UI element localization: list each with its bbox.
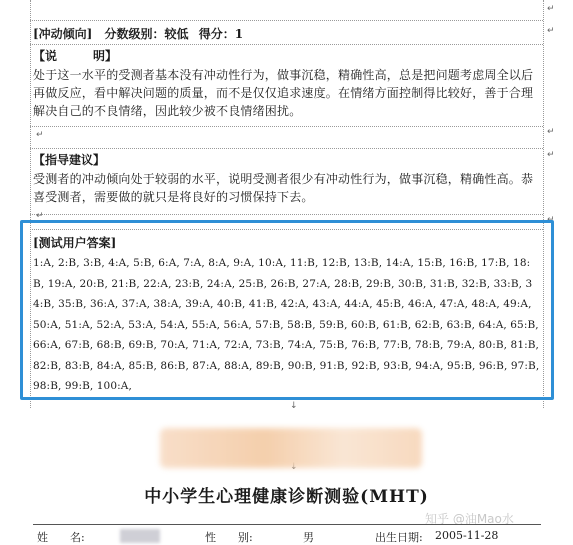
explanation-text: 处于这一水平的受测者基本没有冲动性行为，做事沉稳，精确性高，总是把问题考虑周全以后再做反应，看中解决问题的质量，而不是仅仅追求速度。在情绪方面控制得比较好，善于合理解决自己的不良情绪，因此较少被不良情绪困扰。 [33,68,534,118]
explanation-heading: 【说 明】 [33,49,118,63]
name-label: 姓 名: [37,531,85,544]
row-divider [30,20,543,21]
gender-value: 男 [303,531,314,544]
gender-label: 性 别: [205,531,253,544]
advice-heading: 【指导建议】 [33,153,106,167]
paragraph-mark-icon: ↵ [36,130,44,140]
row-divider [30,214,543,215]
paragraph-mark-icon: ↵ [36,211,44,221]
answers-text: 1:A, 2:B, 3:B, 4:A, 5:B, 6:A, 7:A, 8:A, 9:A, 10:A, 11:B, 12:B, 13:B, 14:A, 15:B, 16:B, 17:B, 18:B, 19:A, 20:B, 21:B, 22:A, 23:B, 24:A, 25:B, 26:B, 27:A, 28:B, 29:B, 30:B, 31:B, 32:B, 33:B, 34:B, 35:B, 36:A, 37:A, 38:A, 39:A, 40:B, 41:B, 42:A, 43:A, 44:A, 45:B, 46:A, 47:A, 48:A, 49:A, 50:A, 51:A, 52:A, 53:A, 54:A, 55:A, 56:A, 57:B, 58:B, 59:B, 60:B, 61:B, 62:B, 63:B, 64:A, 65:B, 66:A, 67:B, 68:B, 69:B, 70:A, 71:A, 72:A, 73:B, 74:A, 75:B, 76:B, 77:B, 78:B, 79:A, 80:B, 81:B, 82:B, 83:B, 84:A, 85:B, 86:B, 87:A, 88:A, 89:B, 90:B, 91:B, 92:B, 93:B, 94:A, 95:B, 96:B, 97:B, 98:B, 99:B, 100:A, [33,257,540,392]
row-divider [30,148,543,149]
paragraph-mark-icon: ↵ [547,215,555,225]
answers-heading: [测试用户答案] [33,236,117,250]
paragraph-mark-icon: ↓ [290,401,298,411]
blurred-logo [160,428,422,468]
impulse-points: 得分：1 [198,27,244,41]
paragraph-mark-icon: ↵ [547,150,555,160]
paragraph-mark-icon: ↵ [547,4,555,14]
document-title: 中小学生心理健康诊断测验(MHT) [144,487,429,507]
advice-text: 受测者的冲动倾向处于较弱的水平，说明受测者很少有冲动性行为，做事沉稳，精确性高。恭喜受测者，需要做的就只是将良好的习惯保持下去。 [33,172,534,204]
paragraph-mark-icon: ↵ [547,127,555,137]
birth-date-label: 出生日期: [375,531,423,544]
impulse-row [33,26,541,42]
row-divider [30,126,543,127]
info-row [33,524,541,545]
impulse-score-level: 分数级别：较低 [104,27,189,41]
impulse-label: [冲动倾向] [33,27,93,41]
birth-date-value: 2005-11-28 [435,529,499,542]
blurred-name-value [120,529,160,543]
watermark-text: 知乎 @油Mao水 [425,512,514,526]
paragraph-mark-icon: ↵ [547,26,555,36]
row-divider [30,44,543,45]
